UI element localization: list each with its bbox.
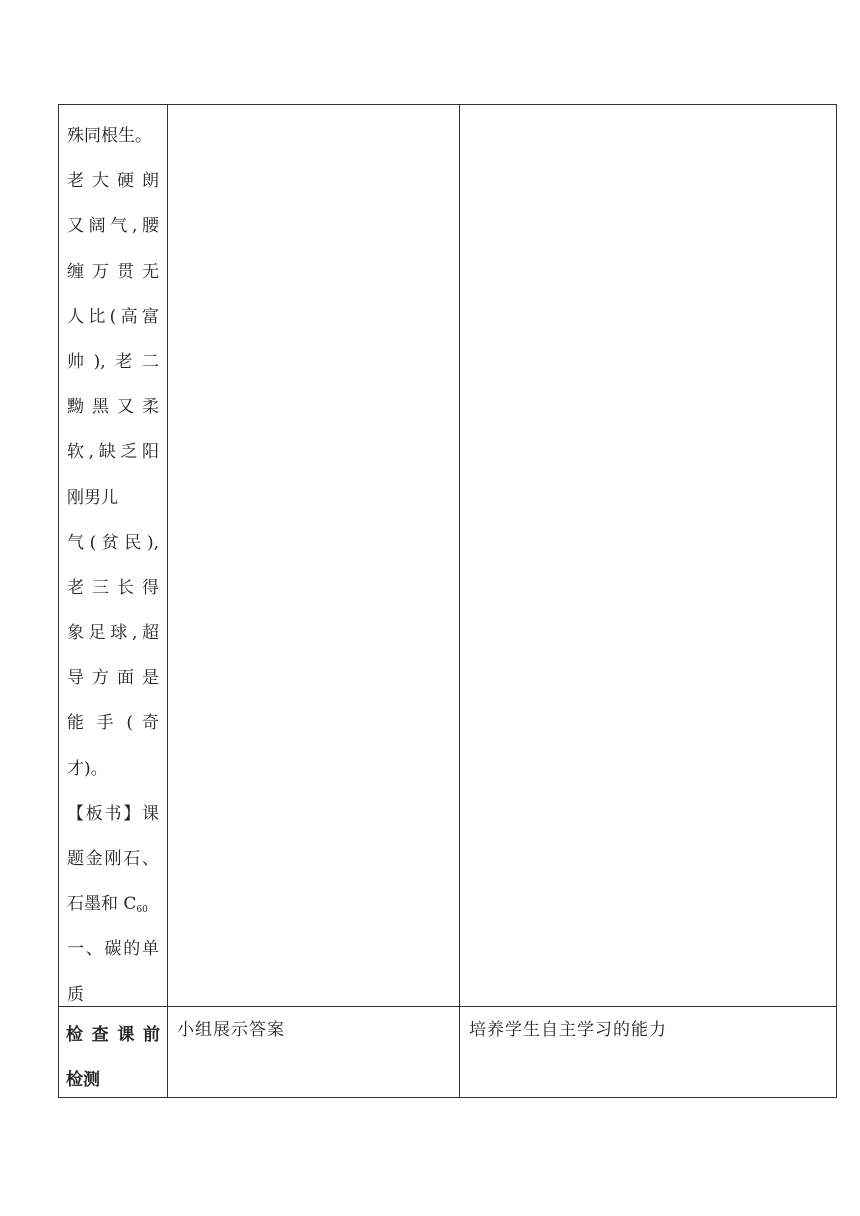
text-line: 软,缺乏阳 — [67, 442, 159, 463]
text-line: 气(贫民), — [67, 532, 159, 553]
text-line: 老 大 硬 朗 — [67, 171, 159, 192]
text-line: 人比(高富 — [67, 306, 159, 327]
text-line: 一、碳的单 — [67, 939, 159, 960]
heading-line: 检查课前 — [66, 1025, 160, 1045]
text-line: 质 — [67, 984, 84, 1005]
text-line: 帅),老二 — [67, 351, 159, 372]
column-divider-2 — [459, 104, 460, 1098]
text-line: 黝 黑 又 柔 — [67, 397, 159, 418]
text-line: 缠 万 贯 无 — [67, 261, 159, 282]
text-line: 导 方 面 是 — [67, 668, 159, 689]
text-line: 殊同根生。 — [67, 126, 152, 146]
text-line: 能 手 ( 奇 — [67, 713, 159, 734]
text-line: 题金刚石、 — [67, 849, 159, 869]
heading-line: 检测 — [66, 1070, 100, 1090]
text-line: 象足球,超 — [67, 623, 159, 644]
row2-heading — [66, 1013, 160, 1103]
text-line: 石墨和 C — [67, 894, 137, 915]
row-divider — [58, 1006, 837, 1007]
table-right-border — [836, 104, 837, 1098]
text-line: 老 三 长 得 — [67, 577, 159, 598]
text-line: 刚男儿 — [67, 487, 118, 508]
text-line: 又阔气,腰 — [67, 216, 159, 237]
text-line: 才)。 — [67, 758, 108, 779]
table-left-border — [58, 104, 59, 1098]
row2-col2-text: 小组展示答案 — [177, 1020, 285, 1040]
text-line-with-subscript — [67, 882, 159, 927]
table-bottom-border — [58, 1097, 837, 1098]
text-line: 【板书】课 — [67, 803, 159, 824]
row2-col3-text: 培养学生自主学习的能力 — [469, 1020, 667, 1040]
column-divider-1 — [167, 104, 168, 1098]
table-top-border — [58, 104, 837, 105]
row1-col1-text — [67, 114, 159, 1018]
subscript: 60 — [136, 905, 148, 916]
